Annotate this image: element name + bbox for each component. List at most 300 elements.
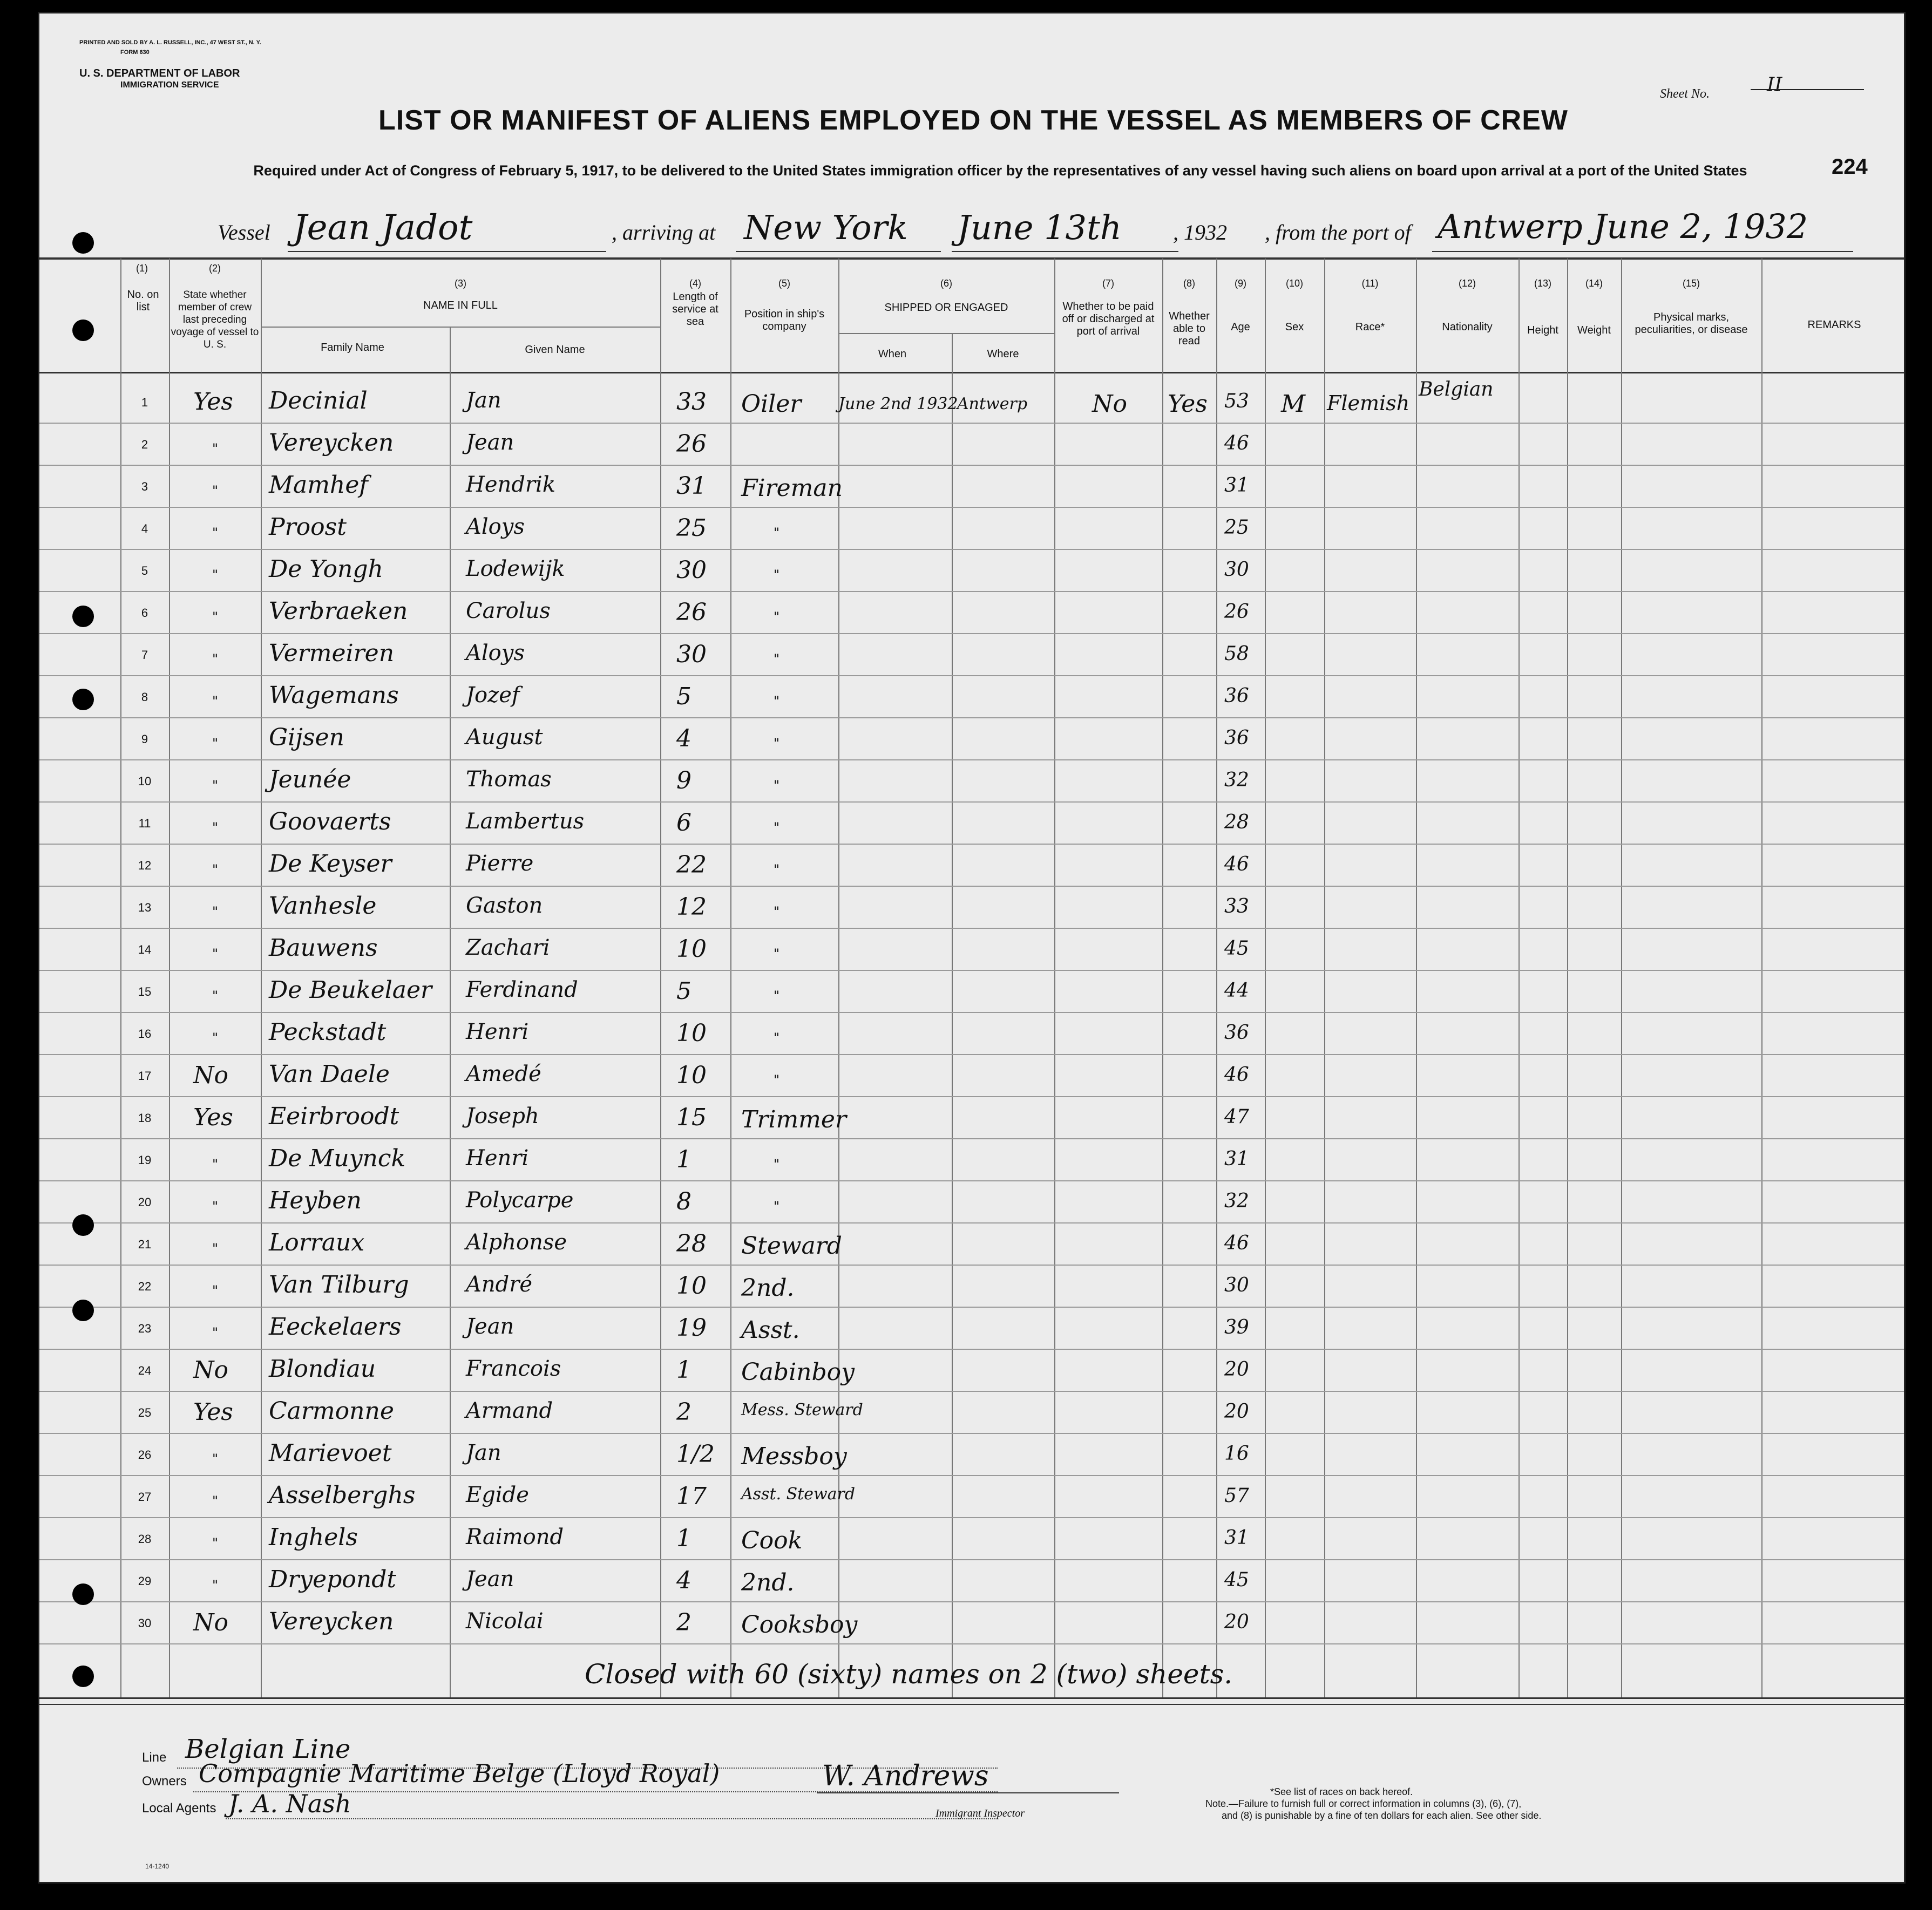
age: 26 [1224,601,1249,623]
previous-voyage: " [212,946,219,961]
age: 33 [1224,895,1249,917]
position: " [774,1157,780,1172]
printer-imprint: PRINTED AND SOLD BY A. L. RUSSELL, INC., 47 WEST ST., N. Y. [79,39,261,46]
age: 46 [1224,853,1249,875]
page-number: 224 [1832,155,1868,179]
age: 20 [1224,1358,1249,1381]
row-number: 20 [138,1195,152,1209]
service-length: 5 [676,977,692,1005]
family-name: Blondiau [269,1355,376,1383]
family-name: Vanhesle [269,892,377,920]
col10-header: Sex [1285,321,1304,333]
given-name: Aloys [466,514,525,539]
given-name: Pierre [466,851,534,876]
given-name: Gaston [466,893,543,918]
line-value: Belgian Line [185,1734,351,1764]
position: Oiler [741,390,802,418]
col5-number: (5) [778,278,790,289]
table-header-border [39,372,1906,373]
service-length: 25 [676,514,707,542]
age: 46 [1224,1064,1249,1086]
position: 2nd. [741,1569,795,1596]
inspector-label: Immigrant Inspector [936,1807,1025,1819]
age: 20 [1224,1611,1249,1633]
col6-number: (6) [940,278,952,289]
position: " [774,525,780,540]
age: 39 [1224,1316,1249,1338]
binder-hole [72,606,94,627]
col7-header: Whether to be paid off or discharged at port of arrival [1062,301,1155,337]
row-number: 9 [141,732,148,746]
col4-header: Length of service at sea [672,291,718,328]
row-rule [39,1475,1906,1476]
service-length: 2 [676,1398,692,1426]
age: 47 [1224,1106,1249,1128]
row-number: 25 [138,1406,152,1419]
family-name: Mamhef [269,471,368,499]
column-rule [1416,259,1417,1697]
col15-header: Physical marks, peculiarities, or disease [1635,311,1748,336]
service-length: 22 [676,851,707,879]
arriving-port: New York [744,208,908,247]
closing-statement: Closed with 60 (sixty) names on 2 (two) sheets. [585,1658,1233,1690]
binder-hole [72,320,94,341]
column-rule [1265,259,1266,1697]
form-code: 14-1240 [145,1863,170,1870]
inspector-signature: W. Andrews [822,1760,989,1792]
previous-voyage: " [212,1030,219,1045]
service-length: 15 [676,1104,707,1131]
family-name: Wagemans [269,682,399,709]
row-rule [39,633,1906,634]
age: 28 [1224,811,1249,833]
row-rule [39,1180,1906,1181]
form-number: FORM 630 [120,49,150,56]
family-name: Asselberghs [269,1481,416,1509]
position: Messboy [741,1443,847,1470]
column-rule [1162,259,1163,1697]
previous-voyage: " [212,483,219,498]
shipped-when-value: June 2nd 1932 [838,395,958,413]
row-number: 2 [141,438,148,451]
given-name: Lambertus [466,809,585,834]
position: Fireman [741,474,843,502]
previous-voyage: " [212,1325,219,1340]
service-length: 26 [676,599,707,626]
column-rule [169,259,170,1697]
row-rule [39,1349,1906,1350]
row-number: 6 [141,606,148,620]
shipped-subheader-rule [838,333,1054,334]
service-length: 26 [676,430,707,458]
col12-header: Nationality [1442,321,1493,333]
service-length: 28 [676,1230,707,1258]
table-top-border [39,257,1906,260]
position: " [774,1030,780,1045]
column-rule [1761,259,1762,1697]
family-name: Van Daele [269,1061,390,1088]
given-name: Nicolai [466,1609,544,1634]
binder-hole [72,1666,94,1687]
service-length: 4 [676,725,692,752]
previous-voyage: " [212,1241,219,1256]
inspector-line [817,1792,1119,1793]
row-rule [39,1138,1906,1139]
age: 30 [1224,559,1249,581]
service-length: 10 [676,1062,707,1089]
previous-voyage: " [212,988,219,1003]
position: " [774,988,780,1003]
sheet-number-label: Sheet No. [1660,87,1710,101]
given-name: Alphonse [466,1230,567,1255]
given-name: Jan [466,1440,501,1465]
service-length: 2 [676,1609,692,1636]
given-name: Armand [466,1398,553,1423]
previous-voyage: No [193,1356,228,1384]
remarks-header: REMARKS [1807,319,1861,331]
column-rule [1324,259,1325,1697]
row-rule [39,801,1906,803]
service-length: 10 [676,1272,707,1300]
previous-voyage: " [212,862,219,877]
service-length: 30 [676,556,707,584]
given-name: Joseph [466,1104,539,1129]
family-name: Van Tilburg [269,1271,409,1299]
arriving-port-line [736,251,941,252]
family-name: De Keyser [269,850,392,878]
position: " [774,609,780,624]
given-name: Aloys [466,641,525,665]
given-name: André [466,1272,533,1297]
col6-header: SHIPPED OR ENGAGED [884,302,1008,314]
row-rule [39,1307,1906,1308]
family-name: Peckstadt [269,1018,387,1046]
row-number: 19 [138,1153,152,1167]
col3-number: (3) [455,278,466,289]
column-rule [1216,259,1217,1697]
family-name: Vermeiren [269,640,395,667]
row-rule [39,717,1906,718]
age: 45 [1224,937,1249,960]
position: Asst. [741,1316,800,1344]
column-rule [730,259,731,1697]
family-name: Inghels [269,1524,358,1551]
previous-voyage: " [212,609,219,624]
position: " [774,1072,780,1087]
previous-voyage: Yes [193,1104,233,1131]
table-bottom-border-2 [39,1704,1906,1705]
row-rule [39,1391,1906,1392]
vessel-label: Vessel [218,220,270,244]
position: " [774,778,780,793]
row-number: 24 [138,1364,152,1377]
able-to-read-value: Yes [1168,390,1208,418]
given-name: Thomas [466,767,552,792]
row-number: 7 [141,648,148,662]
position: " [774,651,780,667]
age: 32 [1224,1190,1249,1212]
position: Cook [741,1527,803,1554]
col1-number: (1) [136,263,148,274]
position: Steward [741,1232,842,1260]
given-name: Jan [466,388,501,413]
age: 31 [1224,1527,1249,1549]
service-length: 8 [676,1188,692,1215]
age: 36 [1224,685,1249,707]
given-name: Polycarpe [466,1188,574,1213]
previous-voyage: " [212,778,219,793]
col3-family-header: Family Name [321,342,384,354]
row-number: 29 [138,1574,152,1588]
age: 32 [1224,769,1249,791]
row-rule [39,1559,1906,1560]
given-name: Lodewijk [466,556,565,581]
col11-number: (11) [1361,278,1379,289]
col7-number: (7) [1102,278,1114,289]
owners-value: Compagnie Maritime Belge (Lloyd Royal) [199,1759,720,1788]
col6-when-header: When [878,348,907,360]
service-length: 33 [676,388,707,416]
family-name: Bauwens [269,934,378,962]
col4-number: (4) [689,278,701,289]
col15-number: (15) [1682,278,1700,289]
row-rule [39,1601,1906,1602]
col9-header: Age [1231,321,1250,333]
previous-voyage: " [212,1535,219,1551]
col8-header: Whether able to read [1169,310,1210,347]
age: 53 [1224,390,1249,412]
age: 46 [1224,432,1249,454]
row-rule [39,507,1906,508]
binder-hole [72,689,94,710]
previous-voyage: " [212,904,219,919]
line-label: Line [142,1750,167,1765]
row-number: 15 [138,985,152,998]
shipped-where-value: Antwerp [957,395,1028,413]
row-rule [39,1265,1906,1266]
row-rule [39,970,1906,971]
given-name: Amedé [466,1062,541,1086]
document-title: LIST OR MANIFEST OF ALIENS EMPLOYED ON THE VESSEL AS MEMBERS OF CREW [378,105,1568,136]
family-name: Eeirbroodt [269,1103,399,1130]
position: " [774,862,780,877]
col13-header: Height [1527,324,1558,336]
position: Trimmer [741,1106,846,1133]
service-length: 30 [676,641,707,668]
family-name: Verbraeken [269,597,408,625]
col1-header: No. on list [127,289,159,313]
service-length: 10 [676,935,707,963]
departure-port: Antwerp June 2, 1932 [1438,207,1808,246]
sheet-number-line [1751,89,1864,90]
family-name: Proost [269,513,347,541]
given-name: August [466,725,543,750]
family-name: De Muynck [269,1145,406,1172]
previous-voyage: " [212,567,219,582]
binder-hole [72,1214,94,1236]
position: " [774,694,780,709]
row-number: 4 [141,522,148,535]
position: Cooksboy [741,1611,858,1639]
given-name: Carolus [466,599,551,623]
family-name: Goovaerts [269,808,391,835]
owners-label: Owners [142,1774,187,1789]
given-name: Egide [466,1483,529,1507]
row-number: 23 [138,1322,152,1335]
col14-number: (14) [1585,278,1603,289]
age: 25 [1224,516,1249,539]
binder-hole [72,232,94,254]
given-name: Hendrik [466,472,556,497]
row-number: 3 [141,480,148,493]
age: 36 [1224,727,1249,749]
given-name: Jean [466,1314,514,1339]
service-length: 6 [676,809,692,837]
races-note: *See list of races on back hereof. [1270,1786,1413,1797]
service-length: 10 [676,1019,707,1047]
family-name: Marievoet [269,1439,392,1467]
previous-voyage: " [212,441,219,456]
service-length: 1 [676,1146,692,1173]
position: " [774,904,780,919]
row-number: 11 [138,817,151,830]
family-name: Jeunée [269,766,351,793]
row-number: 27 [138,1490,152,1504]
row-number: 22 [138,1280,152,1293]
family-name: Vereycken [269,429,394,457]
previous-voyage: No [193,1609,228,1636]
age: 20 [1224,1401,1249,1423]
service-length: 1 [676,1356,692,1384]
previous-voyage: " [212,1283,219,1298]
given-name: Raimond [466,1525,564,1549]
given-name: Jean [466,1567,514,1592]
given-name: Francois [466,1356,561,1381]
col14-header: Weight [1577,324,1611,336]
col13-number: (13) [1534,278,1551,289]
family-name: Vereycken [269,1608,394,1635]
row-rule [39,844,1906,845]
departure-port-line [1432,251,1853,252]
previous-voyage: " [212,694,219,709]
previous-voyage: " [212,1451,219,1466]
col2-header: State whether member of crew last preceding voyage of vessel to U. S. [171,289,259,350]
sheet-number-value: II [1767,74,1782,96]
col11-header: Race* [1355,321,1385,333]
col8-number: (8) [1183,278,1195,289]
row-number: 26 [138,1448,152,1462]
row-rule [39,1096,1906,1097]
service-length: 17 [676,1483,707,1510]
col12-number: (12) [1458,278,1476,289]
column-rule [1519,259,1520,1697]
from-port-label: , from the port of [1265,220,1411,244]
position: Mess. Steward [741,1401,863,1419]
row-number: 13 [138,901,152,914]
service-name: IMMIGRATION SERVICE [120,80,219,90]
agents-value: J. A. Nash [228,1789,351,1818]
col9-number: (9) [1235,278,1246,289]
position: " [774,820,780,835]
col10-number: (10) [1285,278,1303,289]
manifest-sheet [38,12,1906,1884]
row-number: 17 [138,1069,152,1083]
row-number: 8 [141,690,148,704]
previous-voyage: Yes [193,388,233,416]
age: 57 [1224,1485,1249,1507]
column-rule [1621,259,1622,1697]
service-length: 19 [676,1314,707,1342]
row-number: 30 [138,1616,152,1630]
service-length: 1/2 [676,1440,715,1468]
row-rule [39,1433,1906,1434]
given-name: Henri [466,1146,529,1171]
age: 45 [1224,1569,1249,1591]
age: 46 [1224,1232,1249,1254]
age: 30 [1224,1274,1249,1296]
age: 16 [1224,1443,1249,1465]
row-number: 21 [138,1238,152,1251]
family-name: Eeckelaers [269,1313,402,1341]
column-rule [1567,259,1568,1697]
family-name: De Beukelaer [269,976,432,1004]
col2-number: (2) [209,263,221,274]
given-name: Jozef [466,683,520,708]
position: " [774,736,780,751]
previous-voyage: " [212,1578,219,1593]
position: " [774,1199,780,1214]
age: 31 [1224,474,1249,497]
row-rule [39,886,1906,887]
row-rule [39,1054,1906,1055]
table-bottom-border [39,1697,1906,1699]
vessel-name: Jean Jadot [293,208,473,248]
given-name: Zachari [466,935,550,960]
row-number: 28 [138,1532,152,1546]
vessel-name-line [288,251,606,252]
agents-label: Local Agents [142,1801,216,1816]
family-name: Lorraux [269,1229,365,1256]
given-name: Ferdinand [466,977,578,1002]
previous-voyage: Yes [193,1398,233,1426]
given-name: Henri [466,1019,529,1044]
family-name: De Yongh [269,555,383,583]
family-name: Gijsen [269,724,344,751]
row-rule [39,1643,1906,1644]
paid-off-value: No [1092,390,1127,418]
previous-voyage: " [212,1493,219,1508]
position: " [774,567,780,582]
row-rule [39,1517,1906,1518]
row-rule [39,423,1906,424]
age: 36 [1224,1022,1249,1044]
previous-voyage: " [212,525,219,540]
age: 31 [1224,1148,1249,1170]
row-rule [39,591,1906,592]
age: 58 [1224,643,1249,665]
previous-voyage: " [212,1157,219,1172]
column-rule [1054,259,1055,1697]
previous-voyage: No [193,1062,228,1089]
previous-voyage: " [212,1199,219,1214]
col3-given-header: Given Name [525,344,585,356]
row-number: 12 [138,859,152,872]
service-length: 12 [676,893,707,921]
column-rule [120,259,121,1697]
service-length: 4 [676,1567,692,1594]
age: 44 [1224,980,1249,1002]
column-rule [660,259,661,1697]
